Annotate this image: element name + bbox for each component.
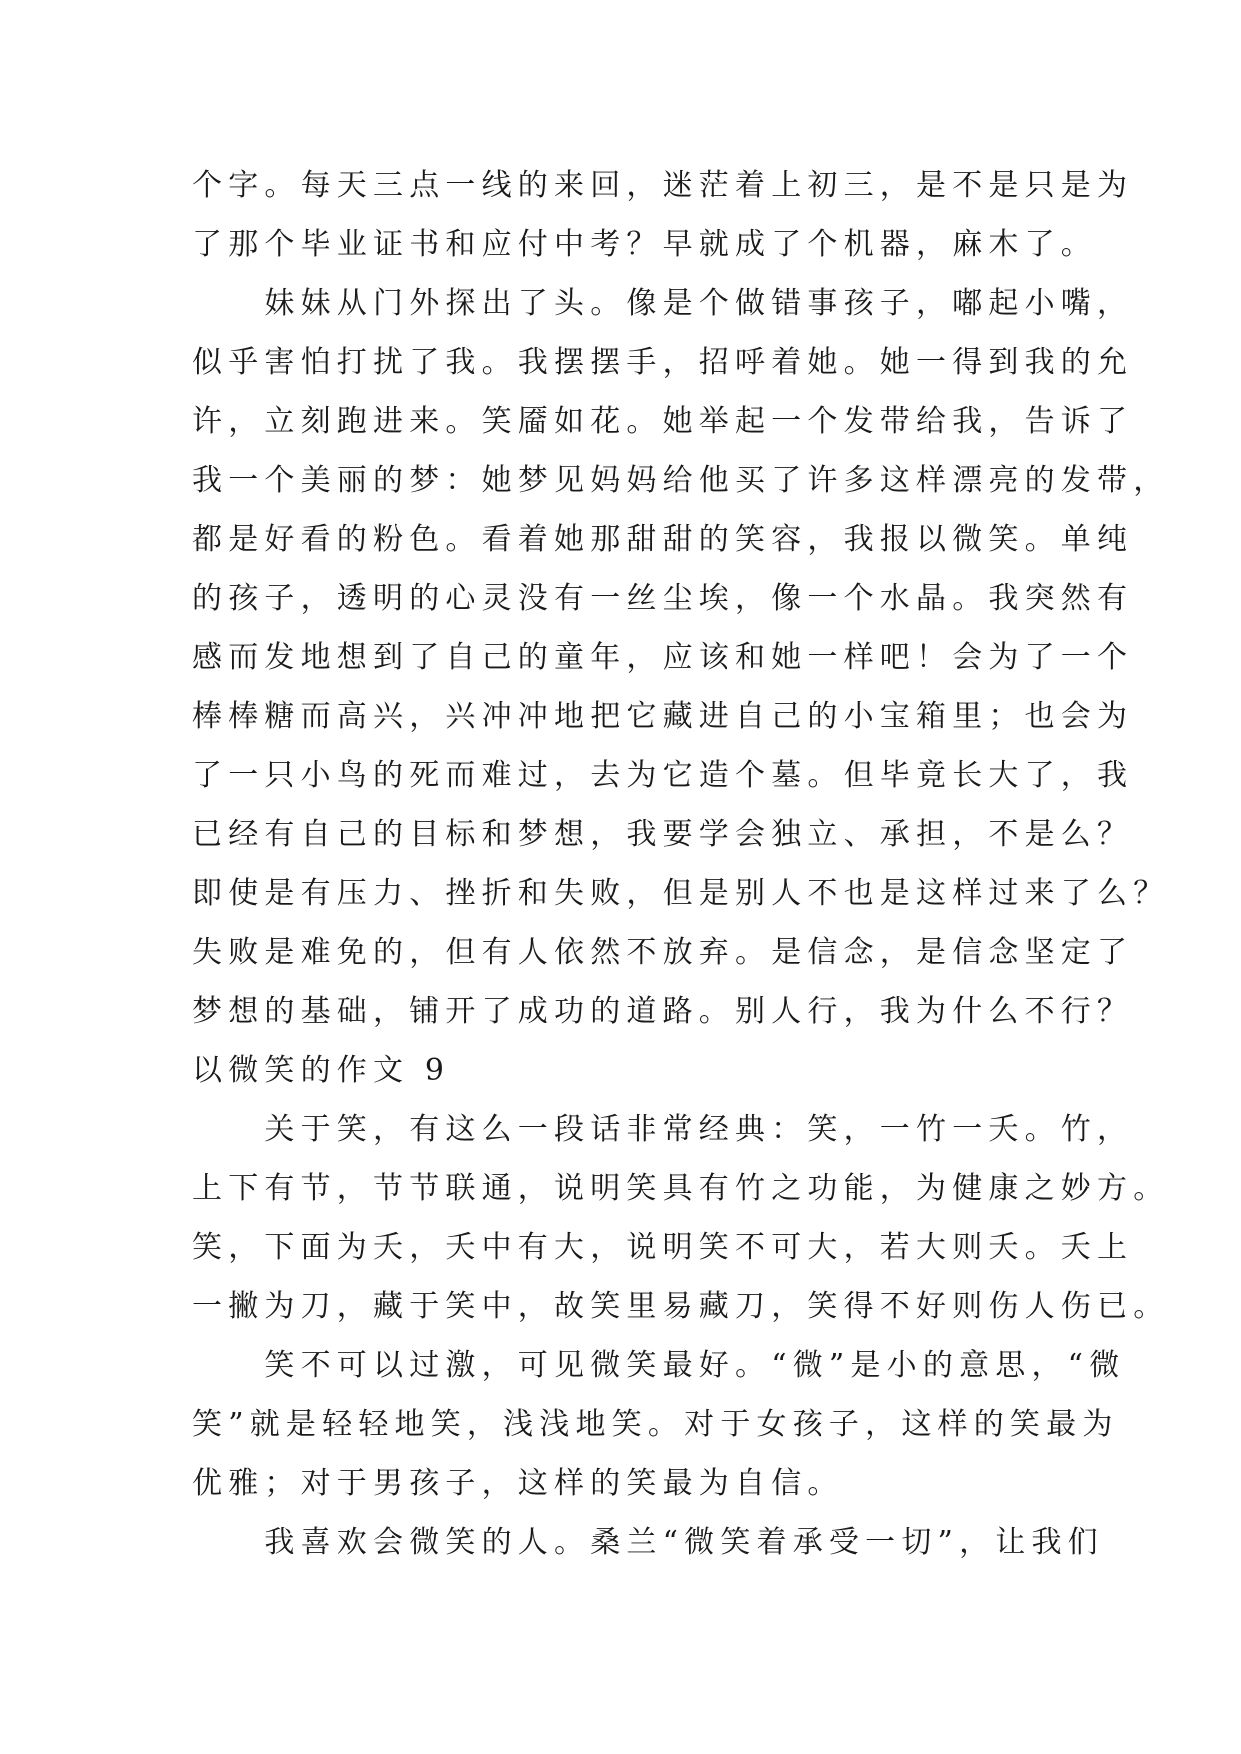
- text-line: 了一只小鸟的死而难过，去为它造个墓。但毕竟长大了，我: [192, 758, 1134, 793]
- text-line: 我喜欢会微笑的人。桑兰“微笑着承受一切”，让我们: [192, 1525, 1104, 1560]
- text-line: 妹妹从门外探出了头。像是个做错事孩子，嘟起小嘴，: [192, 286, 1134, 321]
- text-line: 梦想的基础，铺开了成功的道路。别人行，我为什么不行？: [192, 994, 1134, 1029]
- essay-body: [192, 156, 1170, 1572]
- text-line: 上下有节，节节联通，说明笑具有竹之功能，为健康之妙方。: [192, 1171, 1170, 1206]
- text-line: 都是好看的粉色。看着她那甜甜的笑容，我报以微笑。单纯: [192, 522, 1134, 557]
- text-line: 即使是有压力、挫折和失败，但是别人不也是这样过来了么？: [192, 876, 1170, 911]
- text-line: 笑”就是轻轻地笑，浅浅地笑。对于女孩子，这样的笑最为: [192, 1407, 1119, 1442]
- text-line: 个字。每天三点一线的来回，迷茫着上初三，是不是只是为: [192, 168, 1134, 203]
- text-line: 笑不可以过激，可见微笑最好。“微”是小的意思，“微: [192, 1348, 1126, 1383]
- text-line: 我一个美丽的梦：她梦见妈妈给他买了许多这样漂亮的发带，: [192, 463, 1170, 498]
- text-line: 失败是难免的，但有人依然不放弃。是信念，是信念坚定了: [192, 935, 1134, 970]
- text-line: 感而发地想到了自己的童年，应该和她一样吧！会为了一个: [192, 640, 1134, 675]
- text-line: 一撇为刀，藏于笑中，故笑里易藏刀，笑得不好则伤人伤已。: [192, 1289, 1170, 1324]
- text-line: 棒棒糖而高兴，兴冲冲地把它藏进自己的小宝箱里；也会为: [192, 699, 1134, 734]
- section-heading: 以微笑的作文 9: [192, 1053, 451, 1088]
- text-line: 的孩子，透明的心灵没有一丝尘埃，像一个水晶。我突然有: [192, 581, 1134, 616]
- text-line: 已经有自己的目标和梦想，我要学会独立、承担，不是么？: [192, 817, 1134, 852]
- text-line: 笑，下面为夭，夭中有大，说明笑不可大，若大则夭。夭上: [192, 1230, 1134, 1265]
- text-line: 许，立刻跑进来。笑靥如花。她举起一个发带给我，告诉了: [192, 404, 1134, 439]
- text-line: 关于笑，有这么一段话非常经典：笑，一竹一夭。竹，: [192, 1112, 1134, 1147]
- text-line: 了那个毕业证书和应付中考？早就成了个机器，麻木了。: [192, 227, 1097, 262]
- text-line: 优雅；对于男孩子，这样的笑最为自信。: [192, 1466, 844, 1501]
- text-line: 似乎害怕打扰了我。我摆摆手，招呼着她。她一得到我的允: [192, 345, 1134, 380]
